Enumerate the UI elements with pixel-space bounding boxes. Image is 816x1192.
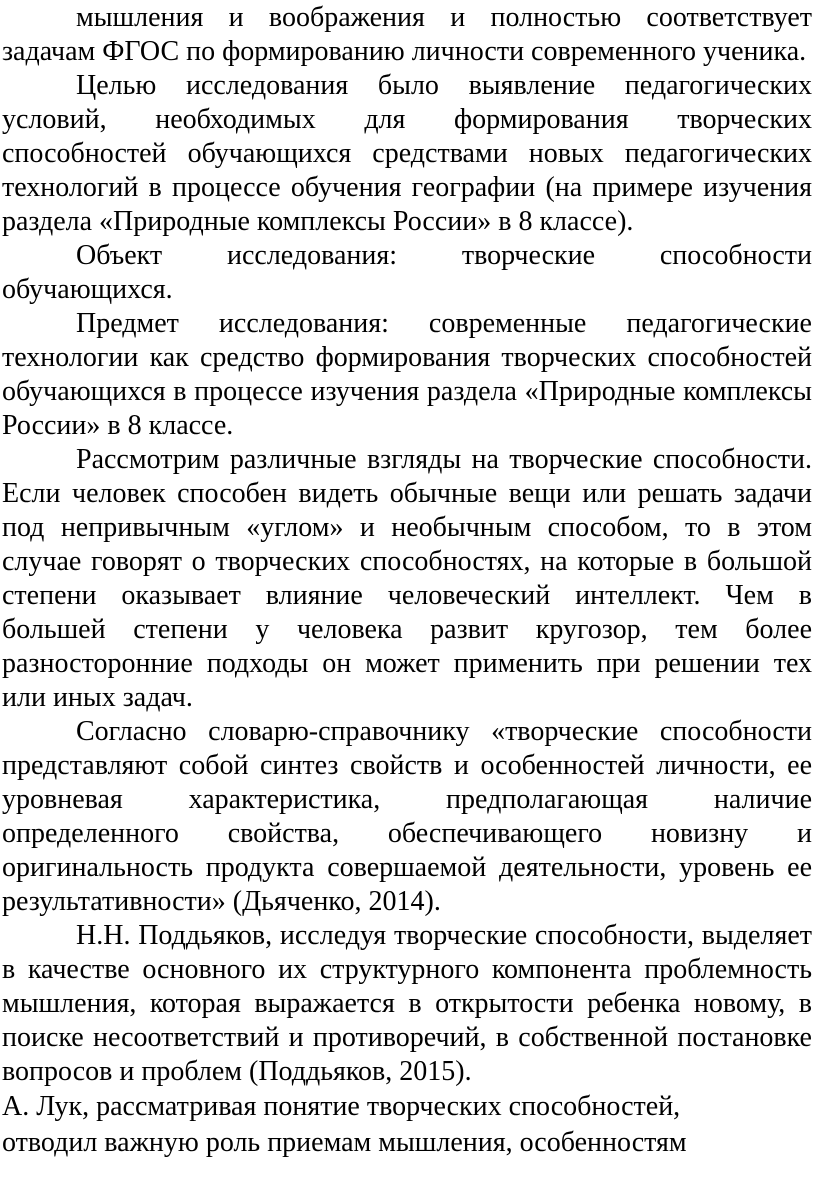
paragraph-luk-line-2: отводил важную роль приемам мышления, особенностям: [2, 1127, 687, 1158]
paragraph-views-on-creativity: Рассмотрим различные взгляды на творческие способности. Если человек способен видеть обычные вещи или решать задачи под непривычным «углом» и необычным способом, то в этом случае говорят о творческих способностях, на которые в большой степени оказывает влияние человеческий интеллект. Чем в большей степени у человека развит кругозор, тем более разносторонние подходы он может применить при решении тех или иных задач.: [2, 444, 812, 713]
document-body: [2, 1, 812, 1161]
paragraph-dictionary-definition: Согласно словарю-справочнику «творческие способности представляют собой синтез свойств и особенностей личности, ее уровневая характеристика, предполагающая наличие определенного свойства, обеспечивающего новизну и оригинальность продукта совершаемой деятельности, уровень ее результативности» (Дьяченко, 2014).: [2, 716, 812, 917]
paragraph-poddyakov: Н.Н. Поддьяков, исследуя творческие способности, выделяет в качестве основного их структурного компонента проблемность мышления, которая выражается в открытости ребенка новому, в поиске несоответствий и противоречий, в собственной постановке вопросов и проблем (Поддьяков, 2015).: [2, 920, 812, 1087]
paragraph-research-object: Объект исследования: творческие способности обучающихся.: [2, 240, 812, 305]
paragraph-research-subject: Предмет исследования: современные педагогические технологии как средство формирования творческих способностей обучающихся в процессе изучения раздела «Природные комплексы России» в 8 классе.: [2, 308, 812, 441]
paragraph-luk-line-1: А. Лук, рассматривая понятие творческих способностей,: [2, 1091, 681, 1122]
paragraph-continuation: мышления и воображения и полностью соответствует задачам ФГОС по формированию личности современного ученика.: [2, 2, 812, 67]
paragraph-research-goal: Целью исследования было выявление педагогических условий, необходимых для формирования творческих способностей обучающихся средствами новых педагогических технологий в процессе обучения географии (на примере изучения раздела «Природные комплексы России» в 8 классе).: [2, 70, 812, 237]
